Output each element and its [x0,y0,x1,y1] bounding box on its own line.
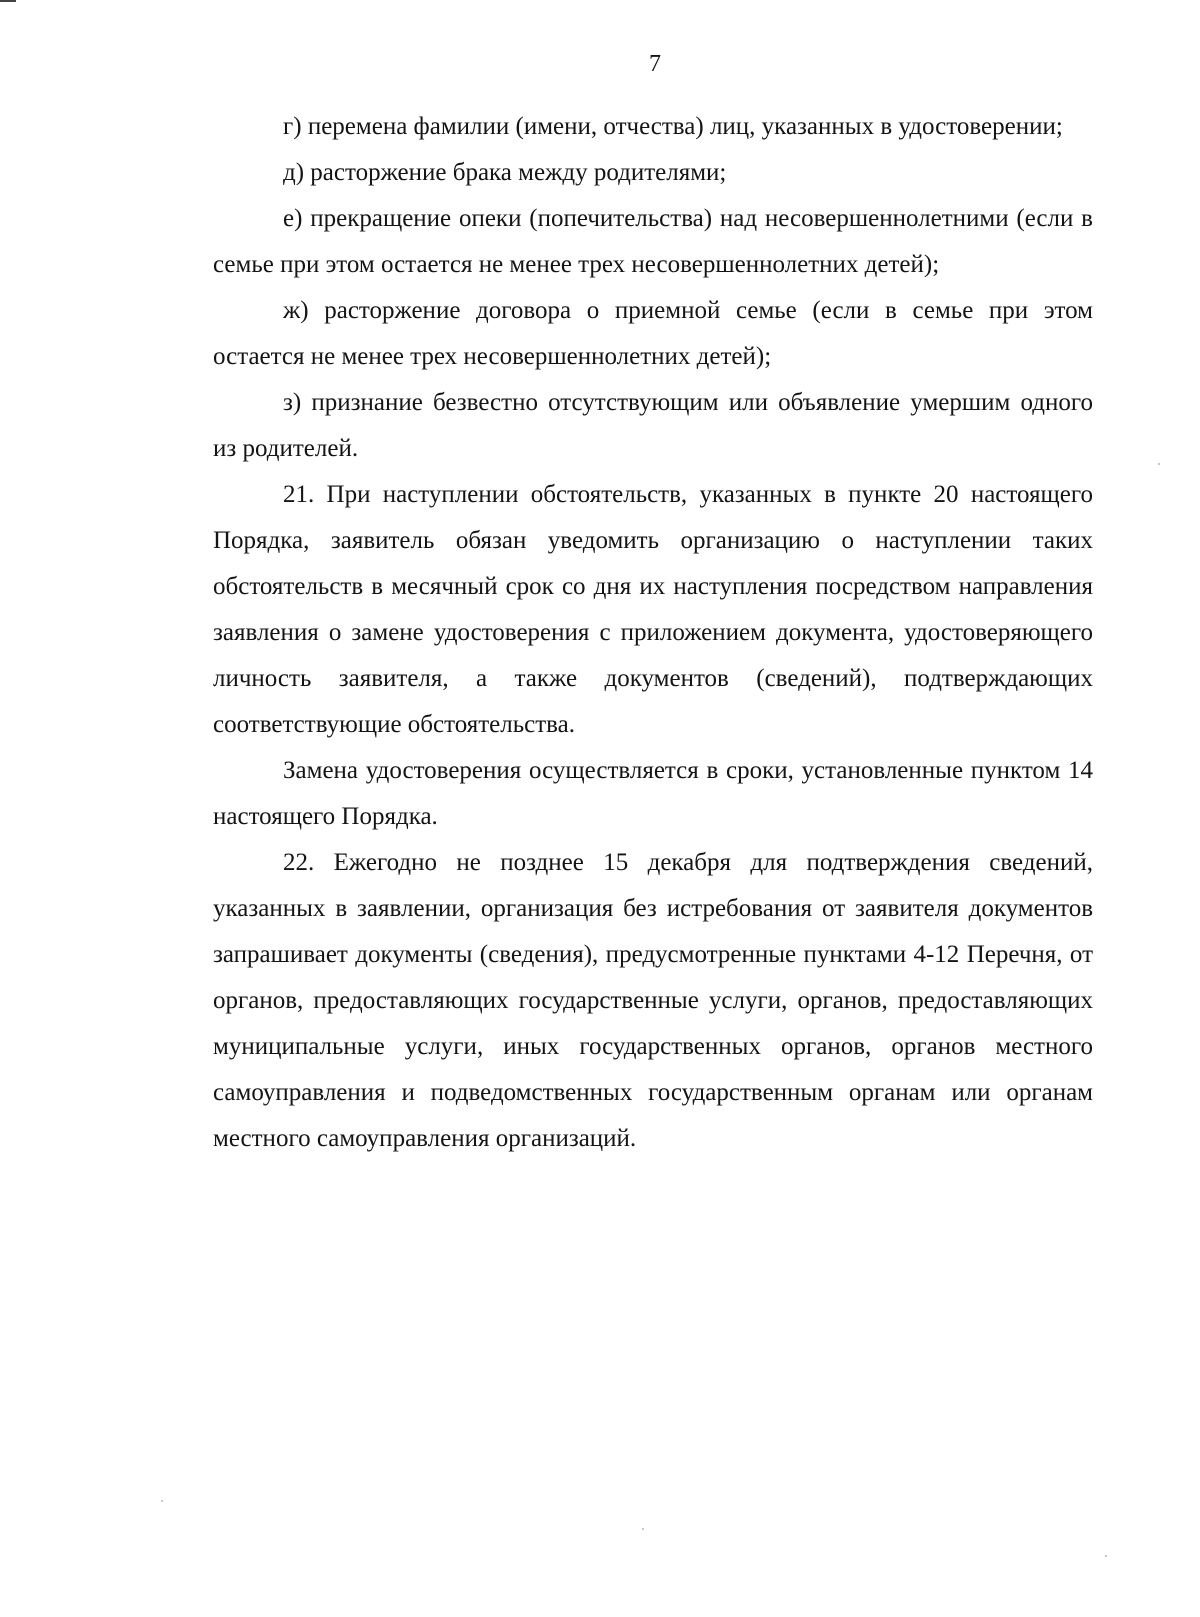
paragraph-clause-22: 22. Ежегодно не позднее 15 декабря для подтверждения сведений, указанных в заявлении, организация без истребования от заявителя документов запрашивает документы (сведения), предусмотренные пунктами 4-12 Перечня, от органов, предоставляющих государственные услуги, органов, предоставляющих муниципальные услуги, иных государственных органов, органов местного самоуправления и подведомственных государственным органам или органам местного самоуправления организаций. [213,849,1093,1152]
paragraph-item-e: е) прекращение опеки (попечительства) над несовершеннолетними (если в семье при этом остается не менее трех несовершеннолетних детей); [213,205,1093,278]
scan-speck [1105,1555,1107,1557]
document-body [213,104,1093,1162]
paragraph-item-d: д) расторжение брака между родителями; [283,159,727,186]
page-number: 7 [649,51,661,77]
scan-speck [1158,463,1160,465]
paragraph-item-zh: ж) расторжение договора о приемной семье (если в семье при этом остается не менее трех несовершеннолетних детей); [213,297,1093,370]
paragraph-replacement-terms: Замена удостоверения осуществляется в сроки, установленные пунктом 14 настоящего Порядка. [213,757,1093,830]
scan-speck [161,1500,163,1502]
scan-edge-mark [0,0,16,2]
paragraph-item-g: г) перемена фамилии (имени, отчества) лиц, указанных в удостоверении; [283,113,1063,140]
scan-speck [642,1528,644,1530]
paragraph-item-z: з) признание безвестно отсутствующим или объявление умершим одного из родителей. [213,389,1093,462]
paragraph-clause-21: 21. При наступлении обстоятельств, указанных в пункте 20 настоящего Порядка, заявитель обязан уведомить организацию о наступлении таких обстоятельств в месячный срок со дня их наступления посредством направления заявления о замене удостоверения с приложением документа, удостоверяющего личность заявителя, а также документов (сведений), подтверждающих соответствующие обстоятельства. [213,481,1093,738]
